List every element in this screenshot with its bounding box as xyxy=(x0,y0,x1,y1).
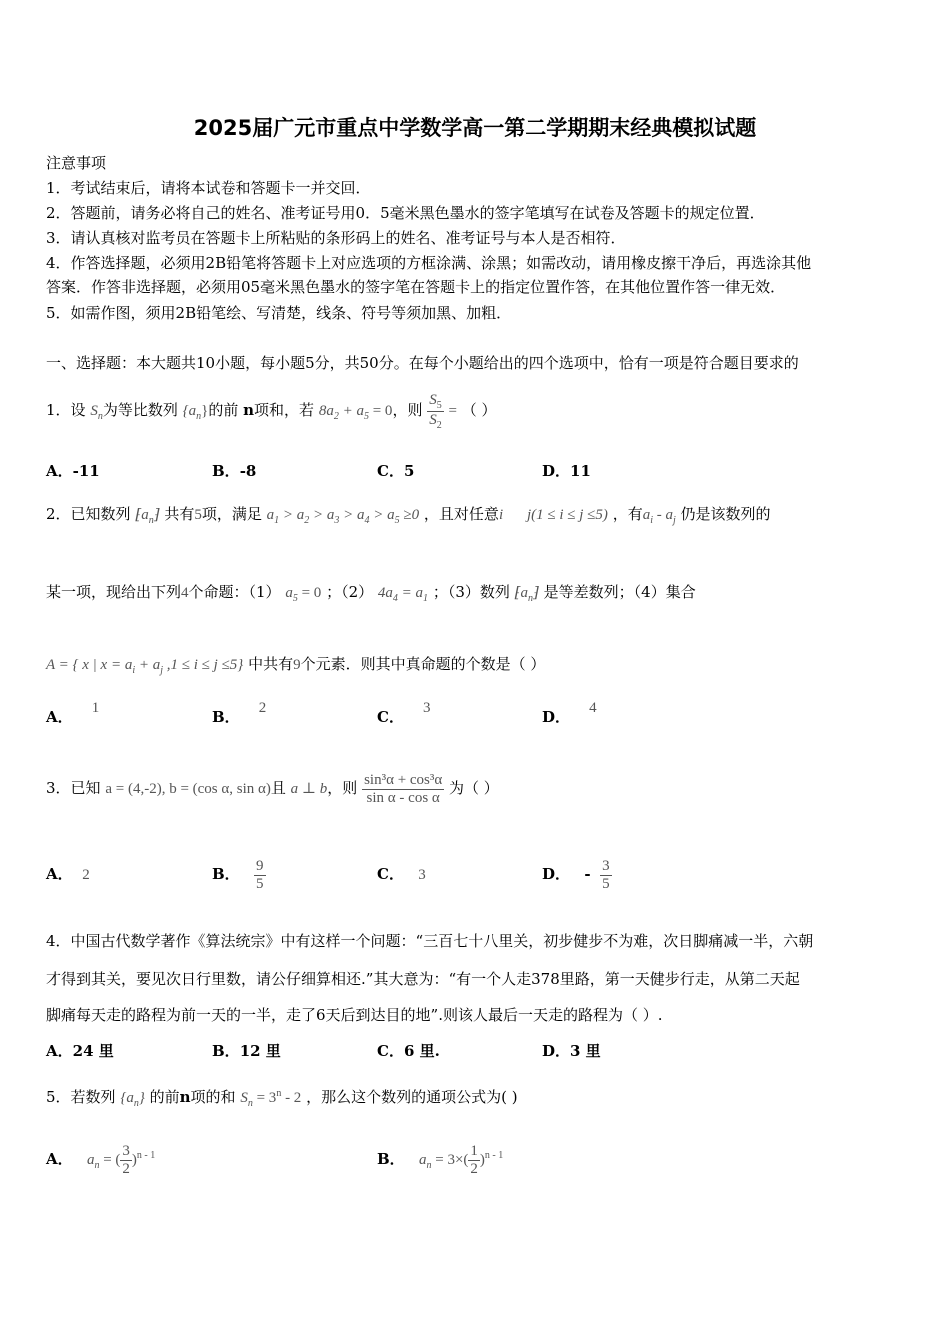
option-a[interactable]: A．24 里 xyxy=(46,1042,114,1060)
notice-heading: 注意事项 xyxy=(46,154,107,172)
notice-item: 2．答题前，请务必将自己的姓名、准考证号用0．5毫米黑色墨水的签字笔填写在试卷及答题卡的规定位置． xyxy=(46,204,765,222)
fraction: $\frac{S_5}{S_2}$ xyxy=(429,391,442,431)
section-heading: 一、选择题：本大题共10小题，每小题5分，共50分。在每个小题给出的四个选项中，恰有一项是符合题目要求的 xyxy=(46,354,799,372)
notice-item: 3．请认真核对监考员在答题卡上所粘贴的条形码上的姓名、准考证号与本人是否相符． xyxy=(46,229,626,247)
question-2-line-2: 某一项，现给出下列4个命题：（1） $a_5 = 0$ ；（2） $4a_4 = a_1$ ；（3）数列 $⁅a_n⁆$ 是等差数列；（4）集合 xyxy=(46,583,696,604)
option-b[interactable]: B． $a_n = 3\times$( $\frac{1}{2}$ )$^{n - 1}$ xyxy=(377,1143,504,1177)
option-d[interactable]: D．11 xyxy=(542,462,591,480)
question-5: 5．若数列 $\{a_n\}$ 的前n项的和 $S_n = 3^n - 2$ ，那么这个数列的通项公式为( ) xyxy=(46,1088,518,1109)
option-a[interactable]: A． 2 xyxy=(46,865,90,883)
option-b[interactable]: B．-8 xyxy=(212,462,257,480)
option-b[interactable]: B． 2 xyxy=(212,700,267,726)
notice-item: 5．如需作图，须用2B铅笔绘、写清楚，线条、符号等须加黑、加粗． xyxy=(46,304,512,322)
option-b[interactable]: B．12 里 xyxy=(212,1042,281,1060)
page-title: 2025届广元市重点中学数学高一第二学期期末经典模拟试题 xyxy=(193,116,757,140)
option-a[interactable]: A．-11 xyxy=(46,462,100,480)
question-1: 1．设 $S_n$为等比数列 $\{a_n\}$的前 n项和，若 $8a_2 + a_5 = 0$，则 $\frac{S_5}{S_2}$ = （ ） xyxy=(46,391,497,431)
option-b[interactable]: B． $\frac{9}{5}$ xyxy=(212,858,264,892)
fraction: $\frac{\text{sin³α + cos³α}}{\text{sin α - cos α}}$ xyxy=(364,772,443,806)
question-4-line: 4．中国古代数学著作《算法统宗》中有这样一个问题：“三百七十八里关，初步健步不为难，次日脚痛减一半，六朝 xyxy=(46,932,814,950)
question-4-line: 才得到其关，要见次日行里数，请公仔细算相还.”其大意为：“有一个人走378里路，第一天健步行走，从第二天起 xyxy=(46,970,800,988)
notice-item: 答案．作答非选择题，必须用05毫米黑色墨水的签字笔在答题卡上的指定位置作答，在其他位置作答一律无效． xyxy=(46,278,786,296)
option-d[interactable]: D． 4 xyxy=(542,700,597,726)
option-c[interactable]: C．6 里. xyxy=(377,1042,440,1060)
question-4-line: 脚痛每天走的路程为前一天的一半，走了6天后到达目的地”.则该人最后一天走的路程为（ ）. xyxy=(46,1006,663,1024)
option-d[interactable]: D．3 里 xyxy=(542,1042,601,1060)
option-c[interactable]: C． 3 xyxy=(377,865,426,883)
question-2-line-3: A = { x | $x = a_i + a_j$ ,1 ≤ i ≤ j ≤5} 中共有9个元素．则其中真命题的个数是（ ） xyxy=(46,655,546,676)
question-3: 3．已知 a = (4,-2), b = (cos α, sin α)且 a ⊥ b，则 $\frac{\text{sin³α + cos³α}}{\text{sin α - cos α}}$ 为（ ） xyxy=(46,772,499,806)
option-a[interactable]: A． 1 xyxy=(46,700,100,726)
notice-item: 4．作答选择题，必须用2B铅笔将答题卡上对应选项的方框涂满、涂黑；如需改动，请用橡皮擦干净后，再选涂其他 xyxy=(46,254,812,272)
option-a[interactable]: A． $a_n$ = ( $\frac{3}{2}$ )$^{n - 1}$ xyxy=(46,1143,156,1177)
question-2-line-1: 2．已知数列 $⁅a_n⁆$ 共有5项，满足 $a_1 > a_2 > a_3 > a_4 > a_5 \ge 0$ ，且对任意i j(1 ≤ i ≤ j ≤5) ，有$a_i - a_j$ 仍是该数列的 xyxy=(46,505,771,526)
option-c[interactable]: C．5 xyxy=(377,462,415,480)
option-c[interactable]: C． 3 xyxy=(377,700,431,726)
notice-item: 1．考试结束后，请将本试卷和答题卡一并交回． xyxy=(46,179,371,197)
option-d[interactable]: D． - $\frac{3}{5}$ xyxy=(542,858,610,892)
